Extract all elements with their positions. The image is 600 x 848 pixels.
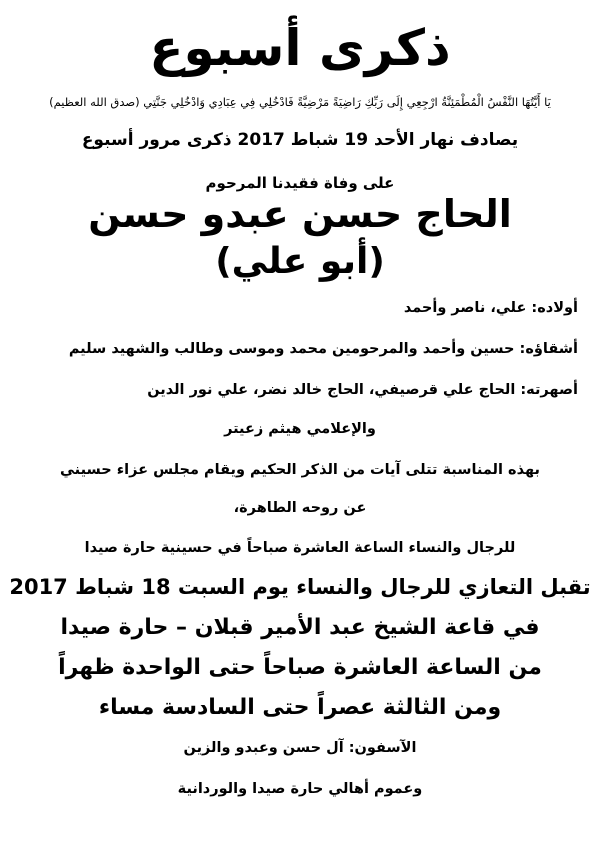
- deceased-name: الحاج حسن عبدو حسن: [88, 192, 512, 236]
- mourners-continued: وعموم أهالي حارة صيدا والوردانية: [177, 781, 423, 797]
- brothers-line: أشقاؤه: حسين وأحمد والمرحومين محمد وموسى وطالب والشهيد سليم: [68, 341, 578, 357]
- condolence-time-line-1: من الساعة العاشرة صباحاً حتى الواحدة ظهراً: [58, 655, 542, 680]
- condolence-time-line-2: ومن الثالثة عصراً حتى السادسة مساء: [98, 695, 502, 720]
- deceased-kunya: (أبو علي): [215, 241, 385, 282]
- quran-verse: يَا أَيَّتُهَا النَّفْسُ الْمُطْمَئِنَّةُ ارْجِعِي إِلَى رَبِّكِ رَاضِيَةً مَرْضِيَّةً فَادْخُلِي فِي عِبَادِي وَادْخُلِي جَنَّتِي (صدق الله العظيم): [49, 95, 551, 109]
- occasion-line: بهذه المناسبة تتلى آيات من الذكر الحكيم ويقام مجلس عزاء حسيني: [60, 462, 540, 478]
- occasion-time-line: للرجال والنساء الساعة العاشرة صباحاً في حسينية حارة صيدا: [84, 540, 516, 556]
- sons-line: أولاده: علي، ناصر وأحمد: [403, 300, 578, 316]
- in-laws-continued: والإعلامي هيثم زعيتر: [224, 421, 376, 437]
- condolence-date-line: تقبل التعازي للرجال والنساء يوم السبت 18 شباط 2017: [9, 575, 591, 599]
- condolence-place-line: في قاعة الشيخ عبد الأمير قبلان – حارة صيدا: [60, 615, 540, 640]
- in-laws-line: أصهرته: الحاج علي قرصيفي، الحاج خالد نضر، علي نور الدين: [147, 382, 578, 398]
- death-line: على وفاة فقيدنا المرحوم: [205, 174, 395, 192]
- occasion-continued: عن روحه الطاهرة،: [233, 500, 367, 516]
- intro-line: يصادف نهار الأحد 19 شباط 2017 ذكرى مرور أسبوع: [81, 130, 519, 150]
- mourners-line: الآسفون: آل حسن وعبدو والزين: [183, 740, 417, 756]
- notice-title: ذكرى أسبوع: [149, 19, 451, 77]
